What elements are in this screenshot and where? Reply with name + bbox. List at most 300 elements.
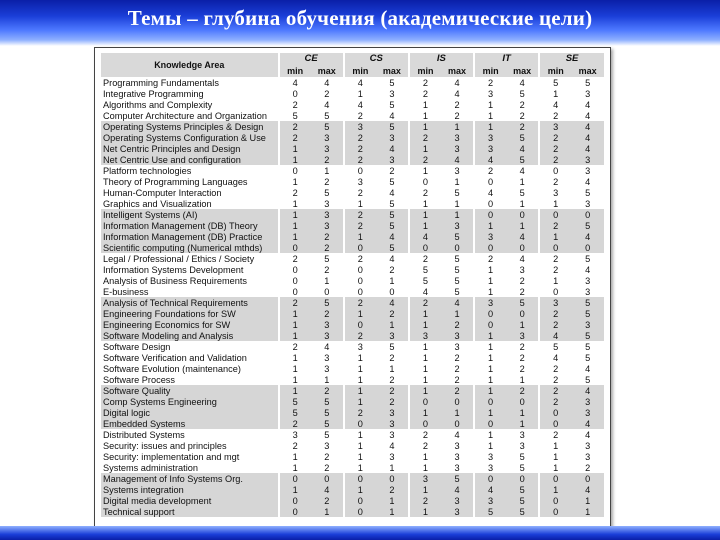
knowledge-area-cell: E-business xyxy=(103,286,149,297)
knowledge-area-cell: Intelligent Systems (AI) xyxy=(101,209,279,220)
max-value-cell: 5 xyxy=(324,110,330,121)
max-value-cell: 4 xyxy=(519,165,525,176)
max-value-cell: 2 xyxy=(519,275,525,286)
min-value-cell: 3 xyxy=(474,88,506,99)
max-value-cell: 2 xyxy=(519,286,525,297)
max-value-cell: 5 xyxy=(585,253,591,264)
max-value-cell: 5 xyxy=(389,99,395,110)
max-value-cell: 5 xyxy=(311,418,344,429)
min-value-cell: 0 xyxy=(279,264,311,275)
max-value-cell: 4 xyxy=(571,385,604,396)
max-value-cell: 2 xyxy=(376,484,409,495)
max-value-cell: 4 xyxy=(376,297,409,308)
max-value-cell: 5 xyxy=(441,231,474,242)
min-value-cell: 2 xyxy=(279,297,311,308)
table-row xyxy=(101,385,604,396)
knowledge-area-cell: Digital media development xyxy=(101,495,279,506)
min-value-cell: 0 xyxy=(344,473,376,484)
max-value-cell: 3 xyxy=(571,396,604,407)
knowledge-area-cell: Security: issues and principles xyxy=(103,440,227,451)
min-value-cell: 2 xyxy=(344,209,376,220)
max-value-cell: 2 xyxy=(519,341,525,352)
max-value-cell: 4 xyxy=(454,429,460,440)
max-value-cell: 3 xyxy=(311,220,344,231)
max-value-cell: 5 xyxy=(376,209,409,220)
max-value-cell: 3 xyxy=(454,451,460,462)
min-value-cell: 1 xyxy=(474,275,506,286)
knowledge-area-cell: Analysis of Business Requirements xyxy=(103,275,248,286)
max-value-cell: 3 xyxy=(441,506,474,517)
min-value-cell: 0 xyxy=(344,264,376,275)
min-value-cell: 4 xyxy=(474,187,506,198)
min-value-cell: 2 xyxy=(539,154,571,165)
min-value-cell: 1 xyxy=(344,440,376,451)
knowledge-area-cell: Systems administration xyxy=(103,462,198,473)
knowledge-area-cell: Information Management (DB) Theory xyxy=(101,220,279,231)
max-value-cell: 4 xyxy=(585,363,591,374)
table-row xyxy=(101,275,604,286)
min-value-cell: 1 xyxy=(344,462,376,473)
max-value-cell: 3 xyxy=(454,462,460,473)
min-value-cell: 2 xyxy=(344,154,376,165)
max-value-cell: 4 xyxy=(376,231,409,242)
min-value-cell: 0 xyxy=(539,209,571,220)
table-row xyxy=(101,319,604,330)
min-value-cell: 1 xyxy=(474,385,506,396)
min-value-cell: 1 xyxy=(474,110,506,121)
min-value-cell: 2 xyxy=(539,264,571,275)
min-value-cell: 5 xyxy=(409,264,441,275)
max-value-cell: 1 xyxy=(571,495,604,506)
min-value-cell: 1 xyxy=(409,451,441,462)
knowledge-area-cell: Platform technologies xyxy=(103,165,192,176)
min-value-cell: 5 xyxy=(474,506,506,517)
max-value-cell: 4 xyxy=(389,187,395,198)
max-value-cell: 1 xyxy=(324,374,330,385)
max-value-cell: 5 xyxy=(389,77,395,88)
table-row xyxy=(101,473,604,484)
knowledge-area-cell: Computer Architecture and Organization xyxy=(103,110,267,121)
min-value-cell: 1 xyxy=(539,198,571,209)
knowledge-area-cell: Software Verification and Validation xyxy=(103,352,247,363)
max-value-cell: 5 xyxy=(389,176,395,187)
max-value-cell: 5 xyxy=(454,286,460,297)
min-value-cell: 1 xyxy=(279,330,311,341)
max-value-cell: 1 xyxy=(454,176,460,187)
min-value-cell: 3 xyxy=(344,341,376,352)
table-row xyxy=(101,220,604,231)
max-value-cell: 5 xyxy=(519,451,525,462)
min-value-cell: 2 xyxy=(344,253,376,264)
table-row xyxy=(101,418,604,429)
min-value-cell: 3 xyxy=(474,132,506,143)
max-value-cell: 2 xyxy=(441,385,474,396)
min-value-cell: 3 xyxy=(474,297,506,308)
max-value-cell: 5 xyxy=(506,506,539,517)
max-value-cell: 3 xyxy=(376,330,409,341)
knowledge-area-cell: Net Centric Principles and Design xyxy=(101,143,279,154)
max-value-cell: 4 xyxy=(585,99,591,110)
min-value-cell: 1 xyxy=(344,385,376,396)
max-value-cell: 1 xyxy=(506,319,539,330)
max-value-cell: 2 xyxy=(311,308,344,319)
max-value-cell: 4 xyxy=(585,110,591,121)
table-row xyxy=(101,308,604,319)
min-value-cell: 1 xyxy=(279,385,311,396)
min-value-cell: 2 xyxy=(279,341,311,352)
max-value-cell: 2 xyxy=(324,462,330,473)
max-value-cell: 5 xyxy=(311,121,344,132)
max-value-cell: 3 xyxy=(585,198,591,209)
knowledge-area-cell: Graphics and Visualization xyxy=(103,198,212,209)
table-row xyxy=(101,121,604,132)
program-header-cs: CS xyxy=(344,53,409,65)
max-value-cell: 2 xyxy=(585,462,591,473)
max-value-cell: 4 xyxy=(324,341,330,352)
min-value-cell: 1 xyxy=(474,440,506,451)
max-value-cell: 5 xyxy=(585,341,591,352)
max-value-cell: 2 xyxy=(324,451,330,462)
min-value-cell: 3 xyxy=(539,297,571,308)
max-value-cell: 3 xyxy=(571,319,604,330)
table-row xyxy=(101,264,604,275)
min-value-cell: 2 xyxy=(539,176,571,187)
min-value-cell: 0 xyxy=(409,176,441,187)
max-value-cell: 4 xyxy=(454,77,460,88)
knowledge-area-cell: Programming Fundamentals xyxy=(103,77,219,88)
max-value-cell: 4 xyxy=(441,297,474,308)
min-value-cell: 2 xyxy=(539,319,571,330)
min-value-cell: 0 xyxy=(344,242,376,253)
min-value-cell: 0 xyxy=(409,242,441,253)
max-value-cell: 5 xyxy=(506,484,539,495)
min-value-cell: 0 xyxy=(279,88,311,99)
min-value-cell: 3 xyxy=(539,121,571,132)
max-value-cell: 5 xyxy=(441,473,474,484)
max-value-cell: 1 xyxy=(441,308,474,319)
max-value-cell: 4 xyxy=(585,429,591,440)
max-value-cell: 3 xyxy=(311,143,344,154)
max-value-cell: 3 xyxy=(441,143,474,154)
program-header-ce: CE xyxy=(279,53,344,65)
max-value-cell: 5 xyxy=(571,220,604,231)
min-value-cell: 0 xyxy=(539,286,571,297)
knowledge-area-cell: Software Modeling and Analysis xyxy=(101,330,279,341)
min-value-cell: 1 xyxy=(474,363,506,374)
max-value-cell: 2 xyxy=(519,352,525,363)
knowledge-area-cell: Integrative Programming xyxy=(103,88,204,99)
knowledge-area-cell: Software Process xyxy=(103,374,175,385)
min-value-cell: 4 xyxy=(409,231,441,242)
max-value-cell: 3 xyxy=(441,495,474,506)
max-value-cell: 2 xyxy=(311,154,344,165)
min-value-cell: 5 xyxy=(279,396,311,407)
max-value-cell: 1 xyxy=(519,374,525,385)
max-value-cell: 4 xyxy=(585,176,591,187)
max-value-cell: 5 xyxy=(389,341,395,352)
max-value-cell: 2 xyxy=(506,385,539,396)
min-value-cell: 4 xyxy=(474,154,506,165)
min-value-cell: 2 xyxy=(539,253,571,264)
min-value-cell: 2 xyxy=(409,440,441,451)
min-value-cell: 0 xyxy=(344,418,376,429)
min-value-cell: 5 xyxy=(279,407,311,418)
min-value-cell: 2 xyxy=(409,429,441,440)
min-value-cell: 0 xyxy=(279,495,311,506)
table-row xyxy=(101,407,604,418)
min-value-cell: 1 xyxy=(539,231,571,242)
max-value-cell: 0 xyxy=(571,209,604,220)
min-value-cell: 4 xyxy=(409,286,441,297)
min-value-cell: 3 xyxy=(279,429,311,440)
max-value-cell: 5 xyxy=(506,132,539,143)
max-value-cell: 5 xyxy=(571,330,604,341)
min-value-cell: 3 xyxy=(474,451,506,462)
knowledge-area-cell: Security: implementation and mgt xyxy=(103,451,240,462)
table-row xyxy=(101,330,604,341)
min-value-cell: 0 xyxy=(539,242,571,253)
max-header: max xyxy=(376,65,409,77)
max-value-cell: 1 xyxy=(441,121,474,132)
min-value-cell: 0 xyxy=(539,495,571,506)
min-value-cell: 0 xyxy=(539,506,571,517)
max-value-cell: 5 xyxy=(519,88,525,99)
max-value-cell: 5 xyxy=(454,275,460,286)
min-value-cell: 2 xyxy=(279,99,311,110)
min-value-cell: 0 xyxy=(279,242,311,253)
min-value-cell: 4 xyxy=(539,352,571,363)
min-value-cell: 3 xyxy=(409,330,441,341)
max-value-cell: 0 xyxy=(441,396,474,407)
min-value-cell: 1 xyxy=(409,385,441,396)
min-value-cell: 2 xyxy=(344,110,376,121)
max-value-cell: 1 xyxy=(389,363,395,374)
table-row xyxy=(101,242,604,253)
max-value-cell: 2 xyxy=(389,264,395,275)
min-value-cell: 1 xyxy=(279,231,311,242)
knowledge-area-cell: Technical support xyxy=(101,506,279,517)
max-value-cell: 5 xyxy=(585,352,591,363)
table-row xyxy=(101,484,604,495)
min-value-cell: 1 xyxy=(279,143,311,154)
min-value-cell: 1 xyxy=(344,363,376,374)
min-value-cell: 1 xyxy=(409,506,441,517)
min-value-cell: 1 xyxy=(344,429,376,440)
max-value-cell: 4 xyxy=(389,253,395,264)
min-value-cell: 1 xyxy=(279,451,311,462)
max-value-cell: 4 xyxy=(324,99,330,110)
min-value-cell: 3 xyxy=(344,121,376,132)
min-value-cell: 2 xyxy=(344,297,376,308)
max-value-cell: 2 xyxy=(506,121,539,132)
min-value-cell: 1 xyxy=(279,484,311,495)
max-value-cell: 4 xyxy=(519,253,525,264)
min-value-cell: 0 xyxy=(344,495,376,506)
knowledge-area-cell: Human-Computer Interaction xyxy=(103,187,222,198)
min-value-cell: 3 xyxy=(539,187,571,198)
max-value-cell: 1 xyxy=(454,198,460,209)
knowledge-area-cell: Embedded Systems xyxy=(101,418,279,429)
min-value-cell: 2 xyxy=(344,143,376,154)
max-value-cell: 3 xyxy=(389,429,395,440)
max-value-cell: 5 xyxy=(376,242,409,253)
knowledge-area-cell: Software Quality xyxy=(101,385,279,396)
max-value-cell: 5 xyxy=(454,264,460,275)
max-value-cell: 0 xyxy=(376,473,409,484)
max-value-cell: 3 xyxy=(519,264,525,275)
max-value-cell: 4 xyxy=(571,418,604,429)
max-value-cell: 2 xyxy=(454,363,460,374)
min-value-cell: 0 xyxy=(279,286,311,297)
max-value-cell: 1 xyxy=(324,165,330,176)
min-value-cell: 2 xyxy=(279,440,311,451)
min-value-cell: 2 xyxy=(344,132,376,143)
min-value-cell: 0 xyxy=(409,396,441,407)
table-row xyxy=(101,462,604,473)
knowledge-area-cell: Comp Systems Engineering xyxy=(101,396,279,407)
max-value-cell: 3 xyxy=(389,451,395,462)
min-value-cell: 2 xyxy=(539,374,571,385)
min-value-cell: 1 xyxy=(344,308,376,319)
table-row xyxy=(101,341,604,352)
max-value-cell: 3 xyxy=(519,440,525,451)
max-value-cell: 3 xyxy=(376,418,409,429)
min-value-cell: 1 xyxy=(539,462,571,473)
table-row xyxy=(101,286,604,297)
max-value-cell: 0 xyxy=(506,473,539,484)
min-value-cell: 2 xyxy=(539,143,571,154)
table-row xyxy=(101,209,604,220)
max-value-cell: 2 xyxy=(389,352,395,363)
max-value-cell: 2 xyxy=(454,352,460,363)
table-row xyxy=(101,176,604,187)
min-value-cell: 3 xyxy=(474,462,506,473)
max-value-cell: 5 xyxy=(454,187,460,198)
max-header: max xyxy=(441,65,474,77)
min-header: min xyxy=(409,65,441,77)
max-value-cell: 0 xyxy=(441,242,474,253)
max-value-cell: 4 xyxy=(571,132,604,143)
min-value-cell: 1 xyxy=(279,319,311,330)
max-value-cell: 0 xyxy=(571,242,604,253)
max-value-cell: 5 xyxy=(571,297,604,308)
knowledge-area-cell: Operating Systems Principles & Design xyxy=(101,121,279,132)
table-row xyxy=(101,154,604,165)
max-value-cell: 4 xyxy=(454,88,460,99)
min-value-cell: 2 xyxy=(539,132,571,143)
min-value-cell: 2 xyxy=(474,165,506,176)
max-value-cell: 1 xyxy=(441,209,474,220)
min-value-cell: 2 xyxy=(409,132,441,143)
max-value-cell: 5 xyxy=(585,187,591,198)
min-value-cell: 2 xyxy=(539,220,571,231)
max-value-cell: 0 xyxy=(324,286,330,297)
max-value-cell: 0 xyxy=(506,308,539,319)
max-value-cell: 4 xyxy=(571,484,604,495)
min-value-cell: 1 xyxy=(279,220,311,231)
max-value-cell: 4 xyxy=(585,264,591,275)
min-value-cell: 0 xyxy=(344,286,376,297)
min-value-cell: 4 xyxy=(344,99,376,110)
max-value-cell: 5 xyxy=(571,308,604,319)
table-row xyxy=(101,253,604,264)
min-value-cell: 0 xyxy=(279,165,311,176)
max-value-cell: 5 xyxy=(324,429,330,440)
min-value-cell: 2 xyxy=(539,308,571,319)
max-value-cell: 1 xyxy=(519,176,525,187)
min-value-cell: 0 xyxy=(539,418,571,429)
table-row xyxy=(101,495,604,506)
min-value-cell: 2 xyxy=(409,495,441,506)
max-value-cell: 4 xyxy=(389,440,395,451)
max-value-cell: 1 xyxy=(376,495,409,506)
max-value-cell: 1 xyxy=(441,407,474,418)
min-value-cell: 2 xyxy=(474,253,506,264)
min-value-cell: 1 xyxy=(279,308,311,319)
knowledge-area-cell: Theory of Programming Languages xyxy=(103,176,248,187)
min-value-cell: 1 xyxy=(409,198,441,209)
min-value-cell: 5 xyxy=(539,77,571,88)
min-value-cell: 1 xyxy=(409,341,441,352)
max-value-cell: 4 xyxy=(441,484,474,495)
min-value-cell: 1 xyxy=(344,374,376,385)
table-row xyxy=(101,451,604,462)
max-value-cell: 1 xyxy=(571,506,604,517)
max-value-cell: 5 xyxy=(324,187,330,198)
max-value-cell: 0 xyxy=(441,418,474,429)
max-value-cell: 2 xyxy=(376,385,409,396)
table-row xyxy=(101,352,604,363)
min-value-cell: 1 xyxy=(409,220,441,231)
min-value-cell: 1 xyxy=(409,319,441,330)
max-value-cell: 5 xyxy=(324,253,330,264)
max-value-cell: 4 xyxy=(506,231,539,242)
max-value-cell: 5 xyxy=(311,297,344,308)
table-row xyxy=(101,77,604,88)
max-value-cell: 4 xyxy=(324,77,330,88)
max-value-cell: 5 xyxy=(311,407,344,418)
max-value-cell: 0 xyxy=(506,396,539,407)
min-value-cell: 1 xyxy=(409,110,441,121)
min-value-cell: 0 xyxy=(474,176,506,187)
table-row xyxy=(101,165,604,176)
min-value-cell: 1 xyxy=(474,330,506,341)
max-value-cell: 1 xyxy=(506,418,539,429)
min-value-cell: 1 xyxy=(409,121,441,132)
min-header: min xyxy=(474,65,506,77)
min-value-cell: 1 xyxy=(279,198,311,209)
max-value-cell: 3 xyxy=(585,165,591,176)
max-value-cell: 2 xyxy=(519,99,525,110)
knowledge-area-cell: Distributed Systems xyxy=(103,429,185,440)
max-value-cell: 4 xyxy=(441,154,474,165)
min-value-cell: 1 xyxy=(474,286,506,297)
min-value-cell: 2 xyxy=(279,121,311,132)
table-row xyxy=(101,297,604,308)
knowledge-area-cell: Software Evolution (maintenance) xyxy=(103,363,241,374)
min-value-cell: 1 xyxy=(279,462,311,473)
min-value-cell: 1 xyxy=(474,429,506,440)
min-value-cell: 1 xyxy=(474,220,506,231)
max-value-cell: 3 xyxy=(571,407,604,418)
min-value-cell: 1 xyxy=(409,209,441,220)
max-value-cell: 3 xyxy=(585,286,591,297)
min-value-cell: 1 xyxy=(279,209,311,220)
table-row xyxy=(101,198,604,209)
min-value-cell: 1 xyxy=(344,198,376,209)
max-value-cell: 3 xyxy=(585,451,591,462)
max-header: max xyxy=(311,65,344,77)
